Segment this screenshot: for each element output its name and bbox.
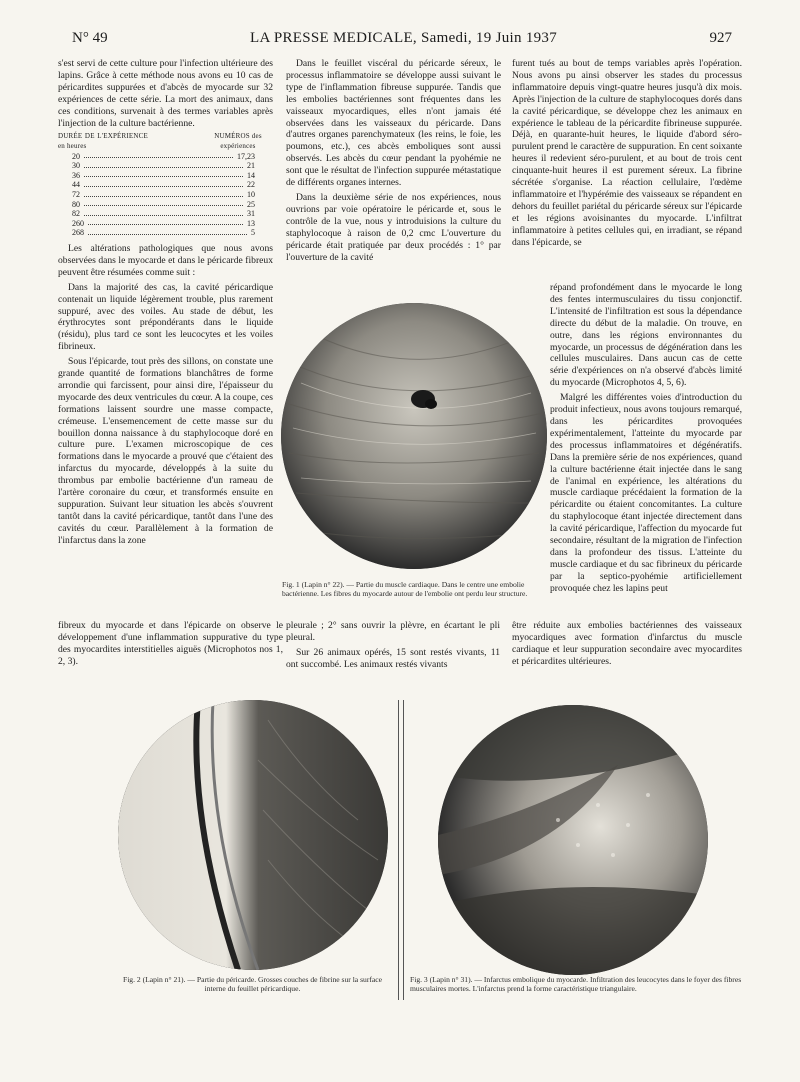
leader-dots [84, 161, 243, 168]
paragraph: Dans la deuxième série de nos expériences, nous ouvrions par voie opératoire le péricarde et, sous le contrôle de la vue, nous y introduisions la culture du staphylocoque à raison de 0,2 cmc L'ouverture du péricarde était pratiquée par deux procédés : 1° par l'ouverture de la cavité [286, 191, 501, 263]
figure-divider [403, 700, 404, 1000]
leader-dots [84, 152, 233, 159]
table-row [58, 190, 273, 200]
duration-cell: 36 [72, 170, 80, 180]
paragraph: Malgré les différentes voies d'introduction du produit infectieux, nous avons toujours remarqué, dans les péricardites provoquées expérimentalement, l'atteinte du myocarde par des processus inflammatoires et dégénératifs. Dans la première série de nos expériences, quand la culture bactérienne était injectée dans le sang de l'animal en expérience, les altérations du muscle cardiaque précédaient la formation de la péricardite ou étaient concomitantes. La culture du staphylocoque étant injectée directement dans la cavité péricardique, l'affection du myocarde fut secondaire, résultant de la migration de l'infection dans la profondeur des tissus. L'atteinte du muscle cardiaque et du sac fibrineux du péricarde par la septico-pyohémie artificiellement provoquée chez les lapins peut [550, 392, 742, 594]
column-3-narrow [550, 282, 742, 598]
table-row [58, 219, 273, 229]
figure-1-caption: Fig. 1 (Lapin n° 22). — Partie du muscle cardiaque. Dans le centre une embolie bactérienne. Les fibres du myocarde autour de l'embolie ont perdu leur structure. [282, 580, 528, 598]
leader-dots [84, 200, 243, 207]
leader-dots [88, 219, 243, 226]
figure-2-micrograph [118, 700, 388, 970]
experiment-numbers-cell: 25 [247, 199, 255, 209]
issue-date: Samedi, 19 Juin 1937 [421, 30, 558, 46]
leader-dots [84, 180, 243, 187]
table-header-duration: DURÉE DE L'EXPÉRIENCE en heures [58, 132, 148, 151]
paragraph: Dans la majorité des cas, la cavité péricardique contenait un liquide légèrement trouble, plus rarement suppuré, avec des voiles. Au stade de début, les érythrocytes sont prépondérants dans le liquide (résidu), plus tard ce sont les leucocytes et les voiles fibrineux. [58, 281, 273, 353]
experiment-numbers-cell: 31 [247, 209, 255, 219]
experiment-numbers-cell: 22 [247, 180, 255, 190]
column-2 [286, 58, 501, 266]
paragraph: être réduite aux embolies bactériennes des vaisseaux myocardiques avec formation d'infarctus du muscle cardiaque et leur suppuration secondaire avec myocardites et péricardites ultérieures. [512, 620, 742, 667]
table-body [58, 152, 273, 238]
duration-cell: 44 [72, 180, 80, 190]
column-1-continued [58, 620, 283, 671]
table-row [58, 180, 273, 190]
table-row [58, 152, 273, 162]
paragraph: Sous l'épicarde, tout près des sillons, on constate une grande quantité de formations blanchâtres de forme arrondie qui farcissent, pour ainsi dire, l'épaisseur du myocarde des deux ventricules du cœur. A la coupe, ces formations laissent sourdre une masse compacte, crémeuse. L'ensemencement de cette masse sur du bouillon donna naissance à du staphylocoque doré en culture pure. L'examen microscopique de ces formations dans le myocarde a prouvé que c'étaient des infarctus du myocarde, développés à la suite du thrombus par embolie bactérienne d'un rameau de l'artère coronaire du cœur, et transformés ensuite en suppuration. Suivant leur situation les abcès s'ouvrent tantôt dans la cavité péricardique, tantôt dans l'une des cavités du cœur. Parallèlement à la formation de l'infarctus dans la zone [58, 356, 273, 546]
duration-cell: 260 [72, 218, 84, 228]
column-2-continued [286, 620, 500, 674]
paragraph: pleurale ; 2° sans ouvrir la plèvre, en écartant le pli pleural. [286, 620, 500, 643]
leader-dots [84, 190, 243, 197]
journal-title: LA PRESSE MEDICALE [250, 30, 413, 46]
paragraph: s'est servi de cette culture pour l'infection ultérieure des lapins. Grâce à cette méthode nous avons eu 10 cas de péricardites suppurées et d'abcès de myocarde sur 32 expériences de cette série. La mort des animaux, dans ces conditions, survenait à des termes variables après l'injection de la culture bactérienne. [58, 58, 273, 129]
figure-3-caption: Fig. 3 (Lapin n° 31). — Infarctus embolique du myocarde. Infiltration des leucocytes dans le foyer des fibres musculaires mortes. L'infarctus prend la forme caractéristique triangulaire. [410, 975, 742, 993]
experiment-numbers-cell: 10 [247, 190, 255, 199]
table-header-numbers: NUMÉROS des expériences [214, 132, 262, 151]
leader-dots [84, 171, 243, 178]
duration-cell: 20 [72, 151, 80, 161]
figure-divider [398, 700, 399, 1000]
duration-cell: 82 [72, 209, 80, 219]
experiment-numbers-cell: 17,23 [237, 151, 255, 161]
duration-cell: 30 [72, 161, 80, 171]
column-1 [58, 58, 273, 550]
table-row [58, 171, 273, 181]
experiment-table [58, 132, 273, 238]
duration-cell: 268 [72, 228, 84, 238]
duration-cell: 80 [72, 199, 80, 209]
issue-number: N° 49 [72, 30, 108, 46]
experiment-numbers-cell: 5 [251, 228, 255, 238]
table-row [58, 228, 273, 238]
column-3-continued [512, 620, 742, 671]
figure-2-caption: Fig. 2 (Lapin n° 21). — Partie du péricarde. Grosses couches de fibrine sur la surface interne du feuillet péricardique. [122, 975, 383, 993]
paragraph: répand profondément dans le myocarde le long des fentes intermusculaires du tissu conjonctif. L'intensité de l'infiltration est sous la dépendance directe du début de la maladie. On trouve, en outre, dans les régions environnantes du myocarde, un processus de dégénération dans les cellules musculaires. Dans aucun cas de cette série d'expériences on n'a observé d'abcès limité du myocarde (Microphotos 4, 5, 6). [550, 282, 742, 389]
paragraph: Les altérations pathologiques que nous avons observées dans le myocarde et dans le péricarde fibreux peuvent être résumées comme suit : [58, 242, 273, 278]
experiment-numbers-cell: 13 [247, 218, 255, 228]
figure-3-micrograph [438, 705, 708, 975]
paragraph: Dans le feuillet viscéral du péricarde séreux, le processus inflammatoire se développe aussi suivant le type de l'inflammation fibreuse suppurée. Tandis que les embolies bactériennes sont fréquentes dans les vaisseaux myocardiques, elles n'ont jamais été observées dans les vaisseaux du péricarde. Dans d'autres organes parenchymateux (les reins, le foie, les poumons, etc.), ces abcès emboliques sont aussi observés. Les abcès du cœur pendant la pyohémie ne sont que le résultat de l'infection suppurée métastatique de différents organes internes. [286, 58, 501, 189]
table-row [58, 209, 273, 219]
figure-1-micrograph [281, 303, 547, 569]
paragraph: Sur 26 animaux opérés, 15 sont restés vivants, 11 ont succombé. Les animaux restés vivants [286, 646, 500, 670]
experiment-numbers-cell: 21 [247, 161, 255, 171]
paragraph: furent tués au bout de temps variables après l'opération. Nous avons pu ainsi observer les stades du processus inflammatoire depuis vingt-quatre heures jusqu'à dix mois. Après l'injection de la culture de staphylocoques dorés dans la cavité péricardique, se développe chez les animaux en expérience le tableau de la péricardite fibrineuse suppurée. Déjà, en quarante-huit heures, le liquide d'abord séro-purulent prend le caractère de suppuration. En cent soixante heures il redevient séro-purulent, et au bout de trois cent cinquante-huit heures il est purement séreux. La fibrine sécrétée s'organise. La réaction cellulaire, l'œdème inflammatoire et l'hypérémie des vaisseaux se répandent en dehors du feuillet pariétal du péricarde séreux sur l'épicarde et les régions avoisinantes du myocarde. L'infiltrat inflammatoire à petites cellules qui, en irradiant, se répand dans l'épicarde, se [512, 58, 742, 248]
table-row [58, 200, 273, 210]
leader-dots [84, 209, 243, 216]
page-header [72, 30, 732, 50]
page-number: 927 [709, 30, 732, 46]
paragraph: fibreux du myocarde et dans l'épicarde on observe le développement d'une inflammation suppurative du type des myocardites interstitielles aiguës (Microphotos nos 1, 2, 3). [58, 620, 283, 667]
duration-cell: 72 [72, 190, 80, 199]
table-header [58, 132, 273, 151]
table-row [58, 161, 273, 171]
journal-title-date: LA PRESSE MEDICALE, Samedi, 19 Juin 1937 [250, 30, 558, 46]
leader-dots [88, 228, 247, 235]
column-3 [512, 58, 742, 252]
experiment-numbers-cell: 14 [247, 170, 255, 180]
